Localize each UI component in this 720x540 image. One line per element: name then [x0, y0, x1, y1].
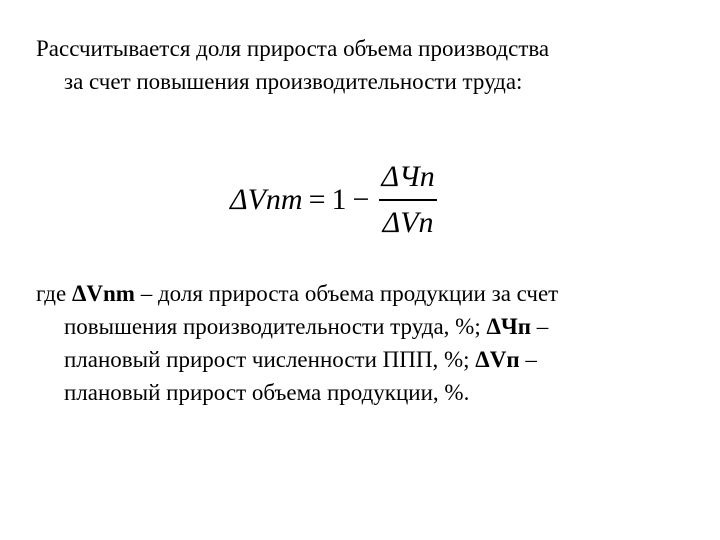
symbol-delta-vp: ΔVп	[475, 347, 520, 372]
symbol-delta-chp: ΔЧп	[486, 314, 532, 339]
explanation-line-3-suffix: –	[519, 347, 537, 372]
formula-equals: =	[308, 183, 326, 216]
explanation-line-2	[36, 310, 676, 343]
fraction-bar	[379, 199, 436, 201]
explanation-paragraph	[36, 277, 676, 409]
formula-lhs: ΔVnm	[230, 183, 303, 216]
intro-line-1: Рассчитывается доля прироста объема производства	[36, 36, 550, 61]
formula-one: 1	[331, 183, 347, 216]
intro-paragraph	[36, 32, 676, 98]
formula-minus: −	[352, 183, 370, 216]
explanation-line-1-text: – доля прироста объема продукции за счет	[134, 281, 559, 306]
fraction-denominator: ΔVn	[382, 206, 434, 239]
formula-fraction	[379, 159, 436, 241]
symbol-delta-vnm: ΔVnm	[71, 281, 135, 306]
formula	[230, 150, 500, 250]
explanation-line-2-suffix: –	[531, 314, 549, 339]
explanation-line-4: плановый прирост объема продукции, %.	[64, 380, 470, 405]
explanation-line-1	[36, 277, 676, 310]
fraction-numerator: ΔЧn	[381, 160, 435, 193]
explanation-prefix: где	[36, 281, 72, 306]
explanation-line-2-text: повышения производительности труда, %;	[64, 314, 487, 339]
explanation-line-3-text: плановый прирост численности ППП, %;	[64, 347, 476, 372]
intro-line-2: за счет повышения производительности труда:	[64, 69, 523, 94]
explanation-line-3	[36, 343, 676, 376]
